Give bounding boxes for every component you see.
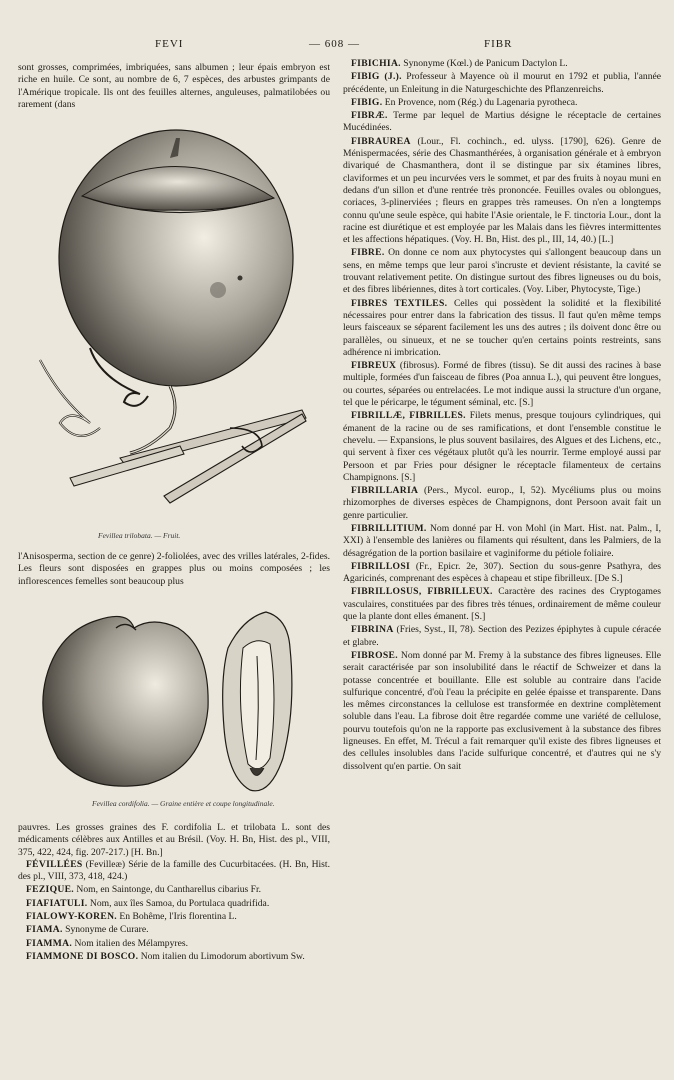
closing-paragraph: pauvres. Les grosses graines des F. cordifolia L. et trilobata L. sont des médicaments célèbres aux Antilles et au Brésil. (Voy. H. Bn, Hist. des pl., VIII, 375, 422, 424, fig. 207-217.) [H. Bn.] <box>18 822 330 858</box>
entry-fiafiatuli: FIAFIATULI. Nom, aux îles Samoa, du Portulaca quadrifida. <box>26 897 270 909</box>
entry-fibre: FIBRE. On donne ce nom aux phytocystes qui s'allongent beaucoup dans un sens, en même temps que leur paroi s'incruste et devient résistante, la cavité se trouvant relativement petite. On distingue surtout des fibres ligneuses ou du bois, et des fibres libériennes, dites à tort corticales. (Voy. Liber, Phytocyste, Tige.) <box>343 247 661 296</box>
entry-fibrillosi: FIBRILLOSI (Fr., Epicr. 2e, 307). Section du sous-genre Psathyra, des Agaricinés, comprenant des espèces à chapeau et stipe fibrilleux. [De S.] <box>343 560 662 585</box>
figure-1-caption: Fevillea trilobata. — Fruit. <box>98 531 181 540</box>
entry-fiama: FIAMA. Synonyme de Curare. <box>26 924 149 936</box>
figure-2-caption: Fevillea cordifolia. — Graine entière et coupe longitudinale. <box>92 799 275 808</box>
page-number: — 608 — <box>309 38 360 50</box>
middle-paragraph: l'Anisosperma, section de ce genre) 2-foliolées, avec des vrilles latérales, 2-fides. Les fleurs sont disposées en grappes plus ou moins composées ; les inflorescences femelles sont beaucoup plus <box>18 551 330 587</box>
entry-fibres-textiles: FIBRES TEXTILES. Celles qui possèdent la solidité et la flexibilité nécessaires pour entrer dans la fabrication des tissus. Il faut qu'en même temps leurs faisceaux se séparent facilement les uns des autres ; ils doivent donc être ou parallèles, ou sinueux, et ne se toucher qu'en certains points restreints, sans adhérence ni imbrication. <box>343 297 662 358</box>
left-closing-text <box>18 822 330 964</box>
entry-fibrillaria: FIBRILLARIA (Pers., Mycol. europ., I, 52). Mycéliums plus ou moins rhizomorphes de diverses espèces de Champignons, dont Persoon avait fait un genre particulier. <box>343 485 661 521</box>
entry-fibrillae: FIBRILLÆ, FIBRILLES. Filets menus, presque toujours cylindriques, qui émanent de la racine ou de ses ramifications, et dont l'ensemble constitue le chevelu. — Expansions, le plus souvent basilaires, des Algues et des Lichens, etc., qui servent à fixer ces végétaux plutôt qu'à les nourrir. Terme employé aussi par Persoon et par Fries pour désigner le réceptacle filamenteux de certains Champignons. [S.] <box>343 410 661 483</box>
entry-fibraurea: FIBRAUREA (Lour., Fl. cochinch., ed. ulyss. [1790], 626). Genre de Ménispermacées, série des Chasmanthérées, à organisation générale et à embryon divariqué de Chasmanthera, dont il se distingue par six étamines libres, claviformes et un peu incurvées vers le sommet, et par des fruits à noyau muni en dedans d'un sillon et d'une rentrée très prononcée. Feuilles ovales ou oblongues, coriaces, 3-plinerviées ; fleurs en grappes très rameuses. On n'en a longtemps connu qu'une seule espèce, qui habite l'Asie orientale, le F. tinctoria Lour., dont la racine est diurétique et est employée par les Malais dans les fièvres intermittentes et les affections hépatiques. (Voy. H. Bn, Hist. des pl., III, 14, 40.) [L.] <box>343 135 661 246</box>
entry-fibichia: FIBICHIA. Synonyme (Kœl.) de Panicum Dactylon L. <box>351 58 568 69</box>
running-header <box>0 38 674 54</box>
entry-fibig-j: FIBIG (J.). Professeur à Mayence où il mourut en 1792 et publia, l'année précédente, un Enleitung in die Naturgeschichte des Pflanzenreichs. <box>343 71 662 95</box>
entry-fibrina: FIBRINA (Fries, Syst., II, 78). Section des Pezizes épiphytes à cupule céracée et glabre. <box>343 624 661 648</box>
fevillea-trilobata-fruit-figure <box>30 128 320 528</box>
entry-fibrillitium: FIBRILLITIUM. Nom donné par H. von Mohl (in Mart. Hist. nat. Palm., I, XXI) à l'ensemble des lanières ou filaments qui résultent, dans les Palmiers, de la désagrégation de la portion basilaire et vaginiforme du pétiole foliaire. <box>343 522 661 559</box>
entry-fialowy-koren: FIALOWY-KOREN. En Bohême, l'Iris florentina L. <box>26 911 237 923</box>
entry-fiammone-di-bosco: FIAMMONE DI BOSCO. Nom italien du Limodorum abortivum Sw. <box>26 950 305 962</box>
left-middle-text <box>18 551 330 588</box>
header-right-word: FIBR <box>484 38 513 50</box>
left-intro-text <box>18 62 330 111</box>
entry-fibreux: FIBREUX (fibrosus). Formé de fibres (tissu). Se dit aussi des racines à base multiple, formées d'un faisceau de fibres (Poa annua L.), qui peuvent être longues, ou courtes, séparées ou entrelacées. Le mot indique aussi la structure d'un organe, tel que le péricarpe, le tégument séminal, etc. [S.] <box>343 360 661 409</box>
entry-fevillees: FÉVILLÉES (Fevilleæ) Série de la famille des Cucurbitacées. (H. Bn, Hist. des pl., VIII, 373, 418, 424.) <box>18 858 330 883</box>
entry-fibrae: FIBRÆ. Terme par lequel de Martius désigne le réceptacle de certaines Mucédinées. <box>343 110 661 134</box>
header-left-word: FEVI <box>155 38 184 50</box>
entry-fibrose: FIBROSE. Nom donné par M. Fremy à la substance des fibres ligneuses. Elle serait caractérisée par son insolubilité dans le réactif de Schweizer et dans la potasse concentrée et bouillante. Elle est soluble au contraire dans l'acide sulfurique concentré, d'où l'eau la précipite en gelée épaisse et transparente. Dans les mêmes circonstances la cellulose est transformée en dextrine complètement soluble dans l'eau. La fibrose doit être regardée comme une variété de cellulose, pourvu toutefois qu'on ne la rapporte pas exclusivement à la substance des fibres ligneuses. En effet, M. Trécul a fait remarquer qu'il existe des fibres ligneuses et des cellules insolubles dans l'acide sulfurique concentré, et d'autres qui ne s'y dissolvent qu'en partie. On sait <box>343 649 661 772</box>
entry-fiamma: FIAMMA. Nom italien des Mélampyres. <box>26 937 188 949</box>
entry-fezique: FEZIQUE. Nom, en Saintonge, du Cantharellus cibarius Fr. <box>26 884 262 896</box>
fevillea-cordifolia-seed-figure <box>38 608 308 798</box>
entry-fibig: FIBIG. En Provence, nom (Rég.) du Lagenaria pyrotheca. <box>351 96 578 108</box>
right-column <box>343 58 661 774</box>
intro-paragraph: sont grosses, comprimées, imbriquées, sans albumen ; leur épais embryon est riche en huile. Ce sont, au nombre de 6, 7 espèces, des arbustes grimpants de l'Amérique tropicale. Ils ont des feuilles alternes, anguleuses, palmatilobées ou rarement (dans <box>18 62 330 110</box>
entry-fibrillosus: FIBRILLOSUS, FIBRILLEUX. Caractère des racines des Cryptogames vasculaires, constituées par des fibres très ténues, ordinairement de même couleur que la plante dont elles émanent. [S.] <box>343 586 662 623</box>
